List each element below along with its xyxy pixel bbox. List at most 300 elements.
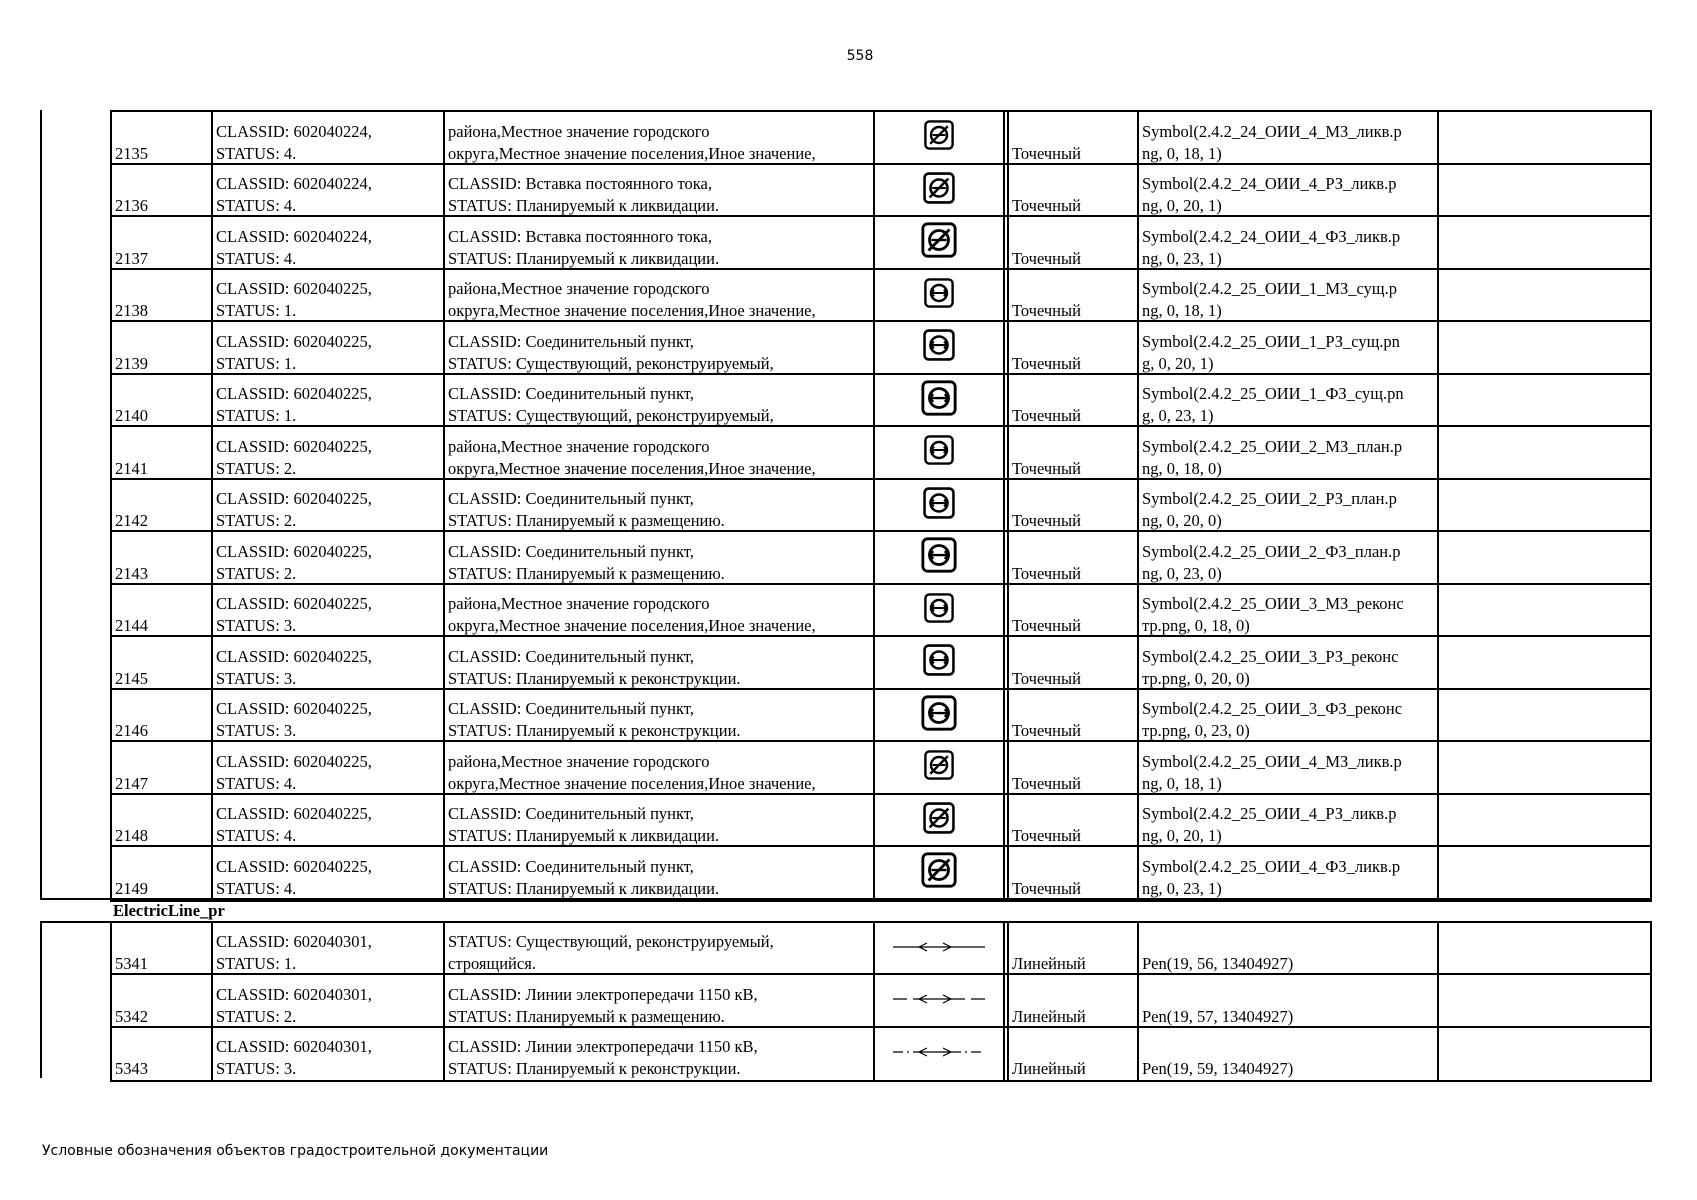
geometry-type: Точечный [1012,668,1081,688]
connection-point-icon [922,486,956,526]
description-lines [448,541,725,585]
row-id: 2145 [115,668,148,688]
description-line-1: STATUS: Существующий, реконструируемый, [448,932,774,951]
empty-cell [1437,532,1652,585]
description-line-1: CLASSID: Соединительный пункт, [448,804,694,823]
style-definition-line-1: Symbol(2.4.2_24_ОИИ_4_РЗ_ликв.p [1142,174,1397,193]
empty-cell [1437,585,1652,638]
description-line-2: STATUS: Планируемый к реконструкции. [448,668,741,688]
status-text: STATUS: 2. [216,511,297,530]
style-definition-line-2: ng, 0, 18, 0) [1142,458,1222,478]
row-id: 5342 [115,1006,148,1026]
symbol-cell [873,322,1005,375]
description-line-2: STATUS: Планируемый к ликвидации. [448,826,720,845]
geometry-type-cell [1007,690,1137,743]
classid-text: CLASSID: 602040225, [216,541,372,561]
classid-text: CLASSID: 602040224, [216,226,372,246]
geometry-type: Точечный [1012,458,1081,478]
row-id: 2149 [115,878,148,898]
empty-cell [1437,480,1652,533]
style-definition-lines [1142,698,1402,742]
classid-lines [216,593,372,637]
table-row [110,478,1652,533]
style-definition-cell [1137,217,1437,270]
table-row [110,688,1652,743]
style-definition-line-2: g, 0, 20, 1) [1142,353,1214,373]
status-text: STATUS: 4. [216,826,297,845]
classid-text: CLASSID: 602040225, [216,436,372,456]
style-definition-lines [1142,173,1396,217]
symbol-cell [873,217,1005,270]
symbol-cell [873,795,1005,848]
status-text: STATUS: 4. [216,878,297,898]
table-row [110,845,1652,902]
style-definition-lines [1142,1058,1293,1080]
style-definition-line-2: ng, 0, 20, 0) [1142,511,1222,530]
classid-cell [211,112,443,165]
status-text: STATUS: 1. [216,954,297,973]
geometry-type: Точечный [1012,563,1081,583]
description-cell [443,532,873,585]
empty-cell [1437,847,1652,900]
section-header [40,898,1652,923]
geometry-type: Точечный [1012,616,1081,635]
classid-lines [216,984,372,1028]
description-line-2: STATUS: Планируемый к размещению. [448,563,725,583]
description-line-1: CLASSID: Соединительный пункт, [448,489,694,508]
style-definition-line-2: тр.png, 0, 18, 0) [1142,616,1250,635]
symbol-cell [873,112,1005,165]
row-id-cell [110,375,211,428]
symbol-cell [873,847,1005,900]
row-id-cell [110,975,211,1028]
style-definition-lines [1142,856,1400,900]
geometry-type-cell [1007,1028,1137,1081]
geometry-type-cell [1007,165,1137,218]
row-id-cell [110,532,211,585]
row-id: 2143 [115,563,148,583]
status-text: STATUS: 3. [216,668,297,688]
classid-lines [216,436,372,480]
classid-cell [211,427,443,480]
style-definition-cell [1137,165,1437,218]
geometry-type-cell [1007,375,1137,428]
description-cell [443,375,873,428]
description-line-2: округа,Местное значение поселения,Иное значение, [448,143,816,163]
symbol-cell [873,923,1005,976]
style-definition-cell [1137,427,1437,480]
geometry-type: Точечный [1012,721,1081,740]
geometry-type-cell [1007,637,1137,690]
description-cell [443,923,873,976]
classid-text: CLASSID: 602040225, [216,804,372,823]
empty-cell [1437,322,1652,375]
classid-text: CLASSID: 602040224, [216,174,372,193]
description-line-2: STATUS: Планируемый к реконструкции. [448,1059,741,1078]
description-line-1: CLASSID: Соединительный пункт, [448,384,694,403]
status-text: STATUS: 1. [216,301,297,320]
symbol-cell [873,975,1005,1028]
geometry-type-cell [1007,427,1137,480]
style-definition-cell [1137,923,1437,976]
status-text: STATUS: 4. [216,773,297,793]
style-definition-line-2: ng, 0, 23, 1) [1142,248,1222,268]
style-definition-cell [1137,975,1437,1028]
style-definition-line-2: тр.png, 0, 23, 0) [1142,721,1250,740]
table-row [110,973,1652,1028]
solid-power-line-icon [889,938,989,960]
description-line-1: района,Местное значение городского [448,121,710,141]
dc-insert-liquidation-icon [922,171,956,211]
description-lines [448,593,816,637]
description-line-2: STATUS: Планируемый к размещению. [448,511,725,530]
description-line-1: CLASSID: Соединительный пункт, [448,331,694,351]
style-definition-cell [1137,532,1437,585]
table-row [110,583,1652,638]
connection-point-icon [923,434,955,472]
geometry-type-cell [1007,270,1137,323]
row-id-cell [110,480,211,533]
style-definition-line-1: Symbol(2.4.2_25_ОИИ_3_ФЗ_реконс [1142,699,1403,718]
description-line-2: STATUS: Планируемый к ликвидации. [448,248,720,268]
empty-cell [1437,217,1652,270]
style-definition-line-2: Pen(19, 57, 13404927) [1142,1006,1294,1026]
geometry-type: Линейный [1012,954,1086,973]
style-definition-cell [1137,795,1437,848]
classid-lines [216,751,372,795]
style-definition-line-2: Pen(19, 56, 13404927) [1142,954,1294,973]
connection-point-icon [922,643,956,683]
description-cell [443,1028,873,1081]
description-line-1: CLASSID: Соединительный пункт, [448,856,694,876]
classid-text: CLASSID: 602040224, [216,121,372,141]
style-definition-lines [1142,383,1404,427]
symbol-cell [873,585,1005,638]
geometry-type: Точечный [1012,773,1081,793]
classid-text: CLASSID: 602040225, [216,646,372,666]
empty-cell [1437,690,1652,743]
classid-lines [216,226,372,270]
style-definition-line-2: ng, 0, 20, 1) [1142,826,1222,845]
style-definition-line-1: Symbol(2.4.2_25_ОИИ_4_МЗ_ликв.p [1142,751,1402,771]
classid-cell [211,585,443,638]
status-text: STATUS: 4. [216,143,297,163]
connection-point-liquidation-icon [922,801,956,841]
classid-text: CLASSID: 602040225, [216,384,372,403]
row-id-cell [110,690,211,743]
description-line-2: округа,Местное значение поселения,Иное значение, [448,301,816,320]
status-text: STATUS: 2. [216,1006,297,1026]
style-definition-cell [1137,637,1437,690]
description-line-1: CLASSID: Соединительный пункт, [448,699,694,718]
symbol-cell [873,1028,1005,1081]
description-lines [448,121,816,165]
status-text: STATUS: 3. [216,1059,297,1078]
table-row [110,635,1652,690]
style-definition-cell [1137,585,1437,638]
style-definition-lines [1142,226,1400,270]
dc-insert-liquidation-icon [923,119,955,157]
row-id-cell [110,585,211,638]
connection-point-icon [920,379,958,423]
geometry-type-cell [1007,112,1137,165]
status-text: STATUS: 1. [216,353,297,373]
row-id-cell [110,923,211,976]
style-definition-line-1: Symbol(2.4.2_24_ОИИ_4_МЗ_ликв.p [1142,121,1402,141]
description-lines [448,646,741,690]
dashed-power-line-icon [889,990,989,1012]
description-line-1: района,Местное значение городского [448,594,710,613]
classid-lines [216,698,372,742]
description-cell [443,165,873,218]
description-cell [443,112,873,165]
style-definition-lines [1142,751,1402,795]
description-line-1: CLASSID: Соединительный пункт, [448,541,694,561]
classid-text: CLASSID: 602040225, [216,279,372,298]
style-definition-line-2: ng, 0, 18, 1) [1142,773,1222,793]
block-top-border [40,921,112,923]
empty-cell [1437,742,1652,795]
empty-cell [1437,975,1652,1028]
geometry-type-cell [1007,847,1137,900]
classid-text: CLASSID: 602040225, [216,489,372,508]
description-line-2: STATUS: Планируемый к размещению. [448,1006,725,1026]
symbol-cell [873,690,1005,743]
status-text: STATUS: 4. [216,248,297,268]
description-lines [448,331,774,375]
description-lines [448,226,719,270]
classid-cell [211,847,443,900]
empty-cell [1437,923,1652,976]
classid-lines [216,278,372,322]
style-definition-lines [1142,331,1400,375]
classid-cell [211,1028,443,1081]
geometry-type: Точечный [1012,511,1081,530]
row-id: 2141 [115,458,148,478]
symbol-cell [873,742,1005,795]
style-definition-lines [1142,593,1404,637]
table-row [110,793,1652,848]
description-lines [448,173,719,217]
symbol-cell [873,375,1005,428]
style-definition-lines [1142,488,1397,532]
row-id-cell [110,1028,211,1081]
row-id: 2148 [115,826,148,845]
description-cell [443,690,873,743]
row-id: 2139 [115,353,148,373]
classid-text: CLASSID: 602040301, [216,1037,372,1056]
style-definition-cell [1137,480,1437,533]
classid-text: CLASSID: 602040225, [216,699,372,718]
description-lines [448,984,758,1028]
connection-point-icon [920,694,958,738]
style-definition-lines [1142,803,1396,847]
description-line-2: STATUS: Планируемый к реконструкции. [448,721,741,740]
classid-cell [211,375,443,428]
symbol-cell [873,480,1005,533]
description-line-1: CLASSID: Соединительный пункт, [448,646,694,666]
dc-insert-liquidation-icon [920,221,958,265]
description-line-1: CLASSID: Линии электропередачи 1150 кВ, [448,984,758,1004]
style-definition-line-1: Symbol(2.4.2_25_ОИИ_4_РЗ_ликв.p [1142,804,1397,823]
description-line-1: CLASSID: Вставка постоянного тока, [448,174,712,193]
empty-cell [1437,637,1652,690]
style-definition-line-2: ng, 0, 23, 0) [1142,563,1222,583]
description-cell [443,322,873,375]
style-definition-line-1: Symbol(2.4.2_25_ОИИ_1_МЗ_сущ.p [1142,279,1397,298]
classid-cell [211,165,443,218]
empty-cell [1437,165,1652,218]
description-lines [448,436,816,480]
row-id-cell [110,270,211,323]
status-text: STATUS: 2. [216,458,297,478]
geometry-type: Точечный [1012,878,1081,898]
table-row [110,530,1652,585]
geometry-type: Точечный [1012,248,1081,268]
row-id-cell [110,165,211,218]
description-lines [448,856,719,900]
description-lines [448,698,741,742]
table-row [110,740,1652,795]
description-lines [448,383,774,427]
description-lines [448,931,774,975]
classid-lines [216,121,372,165]
classid-cell [211,532,443,585]
classid-cell [211,690,443,743]
description-line-1: района,Местное значение городского [448,279,710,298]
classid-lines [216,646,372,690]
style-definition-cell [1137,375,1437,428]
status-text: STATUS: 1. [216,406,297,425]
classid-cell [211,322,443,375]
geometry-type: Точечный [1012,406,1081,425]
geometry-type-cell [1007,795,1137,848]
style-definition-cell [1137,270,1437,323]
classid-lines [216,488,372,532]
geometry-type: Точечный [1012,143,1081,163]
classid-cell [211,480,443,533]
row-id: 2140 [115,406,148,425]
description-lines [448,488,725,532]
style-definition-lines [1142,953,1293,975]
classid-text: CLASSID: 602040225, [216,331,372,351]
style-definition-cell [1137,690,1437,743]
table-row [110,268,1652,323]
geometry-type-cell [1007,742,1137,795]
style-definition-line-1: Symbol(2.4.2_25_ОИИ_3_РЗ_реконс [1142,646,1399,666]
description-lines [448,278,816,322]
table-row [110,1026,1652,1083]
row-id-cell [110,217,211,270]
description-line-2: округа,Местное значение поселения,Иное значение, [448,773,816,793]
style-definition-cell [1137,742,1437,795]
style-definition-cell [1137,1028,1437,1081]
style-definition-lines [1142,541,1400,585]
description-line-2: STATUS: Существующий, реконструируемый, [448,406,774,425]
style-definition-lines [1142,278,1397,322]
table-row [110,921,1652,976]
symbol-cell [873,637,1005,690]
connection-point-icon [922,328,956,368]
row-id: 2147 [115,773,148,793]
geometry-type-cell [1007,480,1137,533]
geometry-type-cell [1007,532,1137,585]
style-definition-line-1: Symbol(2.4.2_25_ОИИ_3_МЗ_реконс [1142,594,1404,613]
classid-text: CLASSID: 602040225, [216,856,372,876]
style-definition-cell [1137,322,1437,375]
description-cell [443,480,873,533]
page-number: 558 [846,48,874,64]
description-cell [443,217,873,270]
style-definition-line-2: тр.png, 0, 20, 0) [1142,668,1250,688]
geometry-type-cell [1007,585,1137,638]
symbol-cell [873,532,1005,585]
classid-lines [216,931,372,975]
style-definition-line-2: ng, 0, 20, 1) [1142,196,1222,215]
description-cell [443,742,873,795]
classid-lines [216,856,372,900]
classid-lines [216,383,372,427]
geometry-type-cell [1007,923,1137,976]
geometry-type: Линейный [1012,1059,1086,1078]
geometry-type-cell [1007,322,1137,375]
description-cell [443,847,873,900]
style-definition-cell [1137,847,1437,900]
style-definition-line-1: Symbol(2.4.2_25_ОИИ_2_ФЗ_план.p [1142,541,1401,561]
table-row [110,373,1652,428]
row-id: 2144 [115,616,148,635]
description-line-2: округа,Местное значение поселения,Иное значение, [448,616,816,635]
status-text: STATUS: 3. [216,616,297,635]
style-definition-line-2: ng, 0, 18, 1) [1142,143,1222,163]
row-id-cell [110,112,211,165]
classid-cell [211,217,443,270]
description-lines [448,751,816,795]
style-definition-cell [1137,112,1437,165]
geometry-type: Точечный [1012,196,1081,215]
geometry-type: Точечный [1012,301,1081,320]
description-cell [443,795,873,848]
classid-cell [211,637,443,690]
style-definition-line-1: Symbol(2.4.2_25_ОИИ_2_МЗ_план.p [1142,436,1403,456]
geometry-type: Линейный [1012,1006,1086,1026]
row-id: 2137 [115,248,148,268]
empty-cell [1437,270,1652,323]
row-id-cell [110,322,211,375]
description-line-2: STATUS: Планируемый к ликвидации. [448,878,720,898]
classid-lines [216,541,372,585]
row-id: 2142 [115,511,148,530]
style-definition-line-2: Pen(19, 59, 13404927) [1142,1059,1294,1078]
status-text: STATUS: 3. [216,721,297,740]
geometry-type-cell [1007,975,1137,1028]
classid-text: CLASSID: 602040301, [216,984,372,1004]
description-cell [443,975,873,1028]
connection-point-icon [920,536,958,580]
description-line-2: STATUS: Существующий, реконструируемый, [448,353,774,373]
table-row [110,425,1652,480]
style-definition-line-2: ng, 0, 23, 1) [1142,878,1222,898]
classid-cell [211,923,443,976]
description-cell [443,270,873,323]
row-id-cell [110,742,211,795]
row-id-cell [110,795,211,848]
geometry-type: Точечный [1012,353,1081,373]
status-text: STATUS: 4. [216,196,297,215]
description-cell [443,585,873,638]
classid-cell [211,975,443,1028]
description-cell [443,427,873,480]
